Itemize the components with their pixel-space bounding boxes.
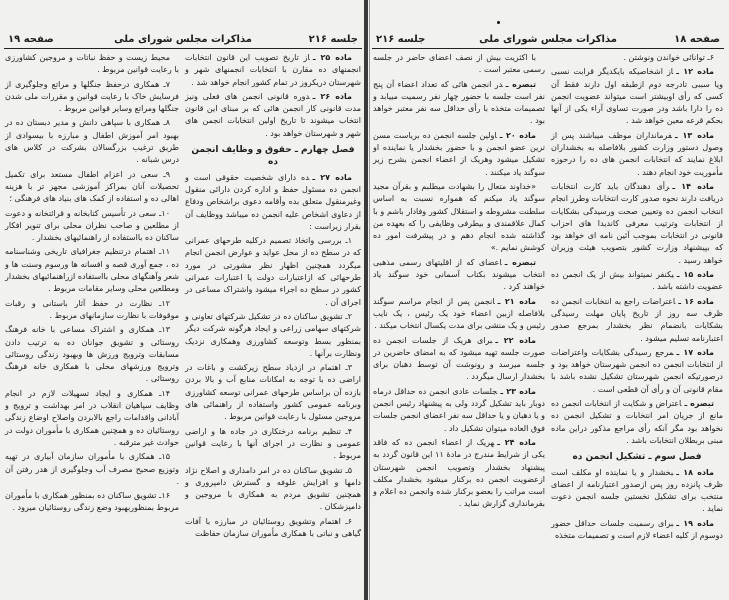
article-paragraph bbox=[551, 130, 723, 179]
article-text: از اشخاصیکه بایکدیگر قرابت نسبی ویا سببی تادرجه دوم ازطبقه اول دارند فقط آن کسی که رأی اوبیشتر است میتواند عضویت انجمن ده را دارا باشد ودر صورت تساوی آراء یکی از آنها بحکم قرعه معین خواهد شد . bbox=[551, 67, 723, 126]
article-text: هریک از اعضاء انجمن ده که فاقد یکی از شرایط مندرج در مادهٔ ۱۱ این قانون گردد به پیشنهاد بخشدار وتصویب انجمن شهرستان ازعضویت انجمن ده برکنار میشود بخشدار مکلف است مراتب را بعضو برکنار شده وانجمن ده اعلام و بفرمانداری گزارش نماید . bbox=[373, 437, 545, 509]
article-text: ۶ـ توانائی خواندن ونوشتن . bbox=[623, 53, 714, 62]
article-number: ماده ۲۶ ـ bbox=[312, 91, 352, 101]
text-column-right bbox=[551, 52, 723, 544]
article-text: ۷ـ همکاری درحفظ جنگلها و مراتع وجلوگیری از فرسایش خاک با رعایت قوانین و مقررات ملی شدن جنگلها ومراتع وسایر قوانین مربوط . bbox=[5, 79, 179, 114]
article-paragraph bbox=[5, 298, 179, 323]
article-paragraph bbox=[5, 208, 179, 245]
article-paragraph bbox=[373, 335, 545, 384]
article-text: ۱۱ـ اهتمام درتنظیم جغرافیای تاریخی وشناسنامه ده ، جمع آوری قصه و افسانه ها ورسوم وسنت ها و شعر وآهنگهای محلی بااستفاده ازراهنمائیهای بخشدار ومطلعین محلی وسایر مقامات مربوط . bbox=[5, 247, 179, 294]
article-paragraph bbox=[185, 235, 361, 309]
article-paragraph bbox=[5, 451, 179, 488]
article-text: ۹ـ سعی در اعزام اطفال مستعد برای تکمیل تحصیلات آنان بمراکز آموزشی مجهز تر با هزینه اهالی ده و استفاده از کمک های بنیاد های فرهنگی ؛ bbox=[5, 169, 179, 204]
article-text: جلسات عادی انجمن ده حداقل درماه دوبار باید تشکیل گردد ولی به پیشنهاد رئیس انجمن و یا دهبان و یا حداقل سه نفر اعضای انجمن جلسات فوق العاده میتوان تشکیل داد . bbox=[373, 386, 545, 433]
article-text: ۲ـ تشویق ساکنان ده در تشکیل شرکتهای تعاونی و شرکتهای سهامی زراعی و ایجاد هرگونه شرکت دیگر بمنظور بسط وتوسعه کشاورزی وهمکاری نزدیک ونظارت برآنها . bbox=[185, 311, 361, 358]
book-spine-shadow bbox=[369, 0, 370, 600]
session-number: جلسه ۲۱۶ bbox=[308, 34, 358, 45]
article-number: ماده ۱۶ ـ bbox=[678, 296, 714, 306]
article-text: ۱۴ـ همکاری و ایجاد تسهیلات لازم در انجام وظایف سپاهیان انقلاب در امر بهداشت و ترویج و آبادانی واقدامات راجع بالابردن واصلاح اوضاع زندگی روستائیان ده و همچنین همکاری با مأموران دولت در حوادث غیر مترقبه . bbox=[5, 388, 179, 447]
article-paragraph bbox=[551, 269, 723, 294]
article-paragraph bbox=[5, 169, 179, 206]
page-header bbox=[372, 34, 724, 49]
article-text: با اکثریت بیش از نصف اعضای حاضر در جلسه رسمی معتبر است . bbox=[373, 53, 545, 75]
article-number: ماده ۲۱ ـ bbox=[497, 296, 536, 306]
article-paragraph bbox=[551, 181, 723, 267]
article-paragraph bbox=[373, 386, 545, 435]
article-paragraph bbox=[551, 518, 723, 543]
article-paragraph bbox=[373, 181, 545, 255]
article-paragraph bbox=[551, 467, 723, 516]
article-paragraph bbox=[5, 117, 179, 166]
article-paragraph bbox=[551, 296, 723, 345]
article-paragraph bbox=[185, 362, 361, 423]
article-paragraph bbox=[185, 91, 361, 140]
article-text: بخشدار و یا نماینده او مکلف است ظرف پانزده روز پس ازصدور اعتبارنامه از اعضای منتخب برای تشکیل نخستین جلسه انجمن دعوت نماید . bbox=[551, 467, 723, 514]
article-text: از تاریخ تصویب این قانون انتخابات انجمنهای ده مقارن با انتخابات انجمنهای شهر و شهرستان دریکروز در تمام کشور انجام خواهد شد . bbox=[185, 53, 361, 87]
article-paragraph bbox=[5, 246, 179, 295]
article-paragraph bbox=[551, 52, 723, 64]
session-number: جلسه ۲۱۶ bbox=[376, 34, 426, 45]
scan-speck bbox=[497, 21, 500, 24]
article-paragraph bbox=[5, 388, 179, 449]
article-paragraph bbox=[185, 465, 361, 514]
article-paragraph bbox=[373, 296, 545, 333]
article-paragraph bbox=[551, 347, 723, 396]
article-paragraph bbox=[5, 324, 179, 385]
article-number: ماده ۱۴ ـ bbox=[672, 181, 714, 191]
article-paragraph bbox=[373, 437, 545, 511]
article-text: اعتراضات راجع به انتخابات انجمن ده ظرف سه روز از تاریخ پایان مهلت رسیدگی بشکایات بانضمام نظر بخشدار بمرجع صدور اعتبارنامه تسلیم میشود . bbox=[551, 296, 723, 343]
article-text: انجمن پس از انجام مراسم سوگند بلافاصله ازبین اعضاء خود یک رئیس ، یک نایب رئیس و یک منشی برای مدت یکسال انتخاب میکند . bbox=[373, 296, 545, 331]
article-number: تبصره ـ bbox=[684, 399, 714, 409]
article-number: ماده ۱۹ ـ bbox=[676, 518, 714, 528]
article-number: ماده ۱۲ ـ bbox=[676, 67, 714, 77]
text-column-left bbox=[5, 52, 179, 517]
article-text: «خداوند متعال را بشهادت میطلبم و بقرآن مجید سوگند یاد میکنم که همواره نسبت به اساس سلطنت مشروطه و استقلال کشور وفادار باشم و با کمال علاقمندی و بیطرفی وظایفی را که بعهده من گذاشته شده انجام دهم و در پیشرفت امور ده کوشش نمایم .» bbox=[373, 181, 545, 253]
article-number: ماده ۲۵ ـ bbox=[312, 53, 352, 62]
article-paragraph bbox=[373, 79, 545, 128]
article-number: ماده ۲۷ ـ bbox=[312, 172, 352, 182]
article-paragraph bbox=[185, 52, 361, 89]
article-text: ۱ـ بررسی واتخاذ تصمیم درکلیه طرحهای عمرانی که در سطح ده از محل عواید و عوارض انجمن انجام میگردد همچنین اظهار نظر مشورتی در مورد طرحهائی که ازاعتبارات دولت یا اعتبارات عمرانی کشور در سطح ده اجراء میشود واشتراک مساعی در اجرای آن . bbox=[185, 236, 361, 307]
text-column-left bbox=[373, 52, 545, 513]
article-text: محیط زیست و حفظ نباتات و مروجین کشاورزی با رعایت قوانین مربوط . bbox=[5, 53, 179, 75]
article-text: ۱۶ـ تشویق ساکنان ده بمنظور همکاری با مأموران مربوط بمنظوربهبود وضع زندگی روستائیان میرود . bbox=[5, 491, 179, 513]
article-text: ۱۲ـ نظارت در حفظ آثار باستانی و رقبات موقوفات با نظارت سازمانهای مربوط . bbox=[5, 298, 179, 320]
article-paragraph bbox=[185, 311, 361, 360]
article-paragraph bbox=[551, 66, 723, 127]
page-number: صفحه ۱۹ bbox=[8, 34, 54, 45]
article-number: تبصره ـ bbox=[505, 79, 537, 89]
article-text: ۴ـ تنظیم برنامه درختکاری در جاده ها و اراضی عمومی و نظارت در اجرای آنها با رعایت قوانین مربوط . bbox=[185, 426, 361, 461]
article-text: یکنفر نمیتواند بیش از یک انجمن ده عضویت داشته باشد . bbox=[551, 270, 723, 292]
article-text: برای هریک از جلسات انجمن ده صورت جلسه تهیه میشود که به امضای حاضرین در جلسه میرسد و رونوشت آن توسط دهبان برای بخشدار ارسال میگردد . bbox=[373, 335, 545, 382]
article-number: ماده ۱۵ ـ bbox=[676, 270, 714, 280]
article-text: مرجع رسیدگی بشکایات واعتراضات از انتخابات انجمن ده انجمن شهرستان خواهد بود و درصورتیکه انجمن شهرستان تشکیل نشده باشد با مقام قانونی آن و رأی آن قطعی است . bbox=[551, 347, 723, 394]
text-column-right bbox=[185, 52, 361, 542]
article-text: دوره قانونی انجمن های فعلی ونیز مدت قانونی کار انجمن هائی که بر مبنای این قانون انتخاب میشوند تا تاریخ اولین انتخابات انجمن های شهر و شهرستان خواهد بود . bbox=[185, 91, 361, 138]
article-paragraph bbox=[185, 172, 361, 233]
page-header bbox=[4, 34, 362, 49]
article-number: ماده ۱۷ ـ bbox=[676, 347, 714, 357]
article-number: ماده ۱۸ ـ bbox=[676, 467, 714, 477]
article-paragraph bbox=[5, 79, 179, 116]
chapter-heading: فصل چهارم ـ حقوق و وظایف انجمن ده bbox=[191, 145, 355, 168]
chapter-heading: فصل سوم ـ تشکیل انجمن ده bbox=[572, 452, 702, 463]
article-number: تبصره ـ bbox=[504, 257, 536, 267]
article-paragraph bbox=[551, 398, 723, 447]
article-text: ۱۰ـ سعی در تأسیس کتابخانه و قرائتخانه و دعوت از مطلعین و صاحب نظران محلی برای تنویر افکار ساکنان ده بااستفاده از راهنمائیهای بخشدار . bbox=[5, 208, 179, 243]
running-title: مذاکرات مجلس شورای ملی bbox=[114, 34, 252, 45]
article-paragraph bbox=[185, 516, 361, 541]
article-text: ۸ـ همکاری با سپاهی دانش و مدیر دبستان ده در بهبود امر آموزش اطفال و مبارزه با بیسوادی از طریق ترغیب بزرگسالان بشرکت در کلاس های درس شبانه . bbox=[5, 118, 179, 165]
article-number: ماده ۲۴ ـ bbox=[497, 437, 536, 447]
page-number: صفحه ۱۸ bbox=[674, 34, 720, 45]
article-paragraph bbox=[373, 52, 545, 77]
article-number: ماده ۲۰ ـ bbox=[499, 130, 537, 140]
article-text: ۱۳ـ همکاری و اشتراک مساعی با خانه فرهنگ روستائی و تشویق جوانان ده به ترتیب دادن مسابقات وترویج ورزش ها وبهبود زندگی روستائی وترویج ورزشهای محلی با همکاری خانه فرهنگ روستائی . bbox=[5, 325, 179, 384]
article-text: ده دارای شخصیت حقوقی است و انجمن ده مسئول حفظ و اداره کردن دارائی منقول وغیرمنقول متعلق بده وأقامه دعوی براشخاص ودفاع از دعاوی اشخاص علیه انجمن ده میباشد ووظایف آن بقرار زیراست : bbox=[185, 172, 361, 231]
article-text: ۳ـ اهتمام در ازدیاد سطح زیرکشت و باغات در اراضی ده با توجه به امکانات منابع آب و بالا بردن بازده آن براساس طرحهای عمرانی توسعه کشاورزی وبرنامه عمومی کشور واستفاده از راهنمائی های مروجین مسئول با رعایت قوانین مربوط . bbox=[185, 363, 361, 422]
article-text: اولین جلسه انجمن ده بریاست مسن ترین عضو انجمن و با حضور بخشدار یا نماینده او تشکیل میشود وهریک از اعضاء انجمن بشرح زیر سوگند یاد میکنند . bbox=[373, 130, 545, 177]
article-text: رأی دهندگان باید کارت انتخابات دریافت دارند نحوه صدور کارت انتخابات وطرز انجام انتخاب انجمن ده وتعیین صحت ورسیدگی بشکایات از انتخابات وترتیب معرفی کاندیدا های احزاب قانونی در انتخابات بموجب آئین نامه ای خواهد بود که بپیشنهاد وزارت کشور بتصویب هیئت وزیران خواهد رسید . bbox=[551, 181, 723, 265]
article-paragraph bbox=[185, 426, 361, 463]
running-title: مذاکرات مجلس شورای ملی bbox=[479, 34, 617, 45]
article-text: برای رسمیت جلسات حداقل حضور دوسوم از کلیه اعضاء لازم است و تصمیمات متخذه bbox=[551, 518, 723, 540]
book-spine bbox=[364, 0, 368, 600]
article-number: ماده ۲۳ ـ bbox=[500, 386, 536, 396]
article-text: اعتراض و شکایت از انتخابات انجمن ده مانع از جریان امر انتخابات و تشکیل انجمن ده نخواهد بود مگر آنکه رأی مراجع مذکور دراین ماده مبنی بربطلان انتخابات باشد . bbox=[551, 399, 723, 445]
article-paragraph bbox=[373, 257, 545, 294]
article-paragraph bbox=[5, 52, 179, 77]
article-text: فرمانداران موظف میباشند پس از وصول دستور وزارت کشور بلافاصله به بخشداران ابلاغ نمایند که انتخابات انجمن های ده را درحوزه مأموریت خود انجام دهند . bbox=[551, 130, 723, 177]
article-text: ۶ـ اهتمام وتشویق روستائیان در مبارزه با آفات گیاهی و نباتی با همکاری مأموران سازمان حفاظت bbox=[185, 516, 361, 538]
article-paragraph bbox=[5, 490, 179, 515]
article-number: ماده ۱۳ ـ bbox=[674, 130, 714, 140]
article-text: ۱۵ـ همکاری با مأموران سازمان آبیاری در تهیه وتوزیع صحیح مصرف آب وجلوگیری از هدر رفتن آن . bbox=[5, 452, 179, 486]
article-number: ماده ۲۲ ـ bbox=[495, 335, 536, 345]
article-text: در انجمن هائی که تعداد اعضاء آن پنج نفر است جلسه با حضور چهار نفر رسمیت مییابد و تصمیمات متخذه با رأی حداقل سه نفر معتبر خواهد بود . bbox=[373, 79, 545, 126]
article-text: ۵ـ تشویق ساکنان ده در امر دامداری و اصلاح نژاد دامها و افزایش علوفه و گسترش دامپروری و همچنین تشویق مردم به همکاری با مروجین و دامپزشکان . bbox=[185, 465, 361, 512]
article-paragraph bbox=[373, 130, 545, 179]
article-text: اعضای که از اقلیتهای رسمی مذهبی انتخاب میشوند بکتاب آسمانی خود سوگند یاد خواهند کرد . bbox=[373, 257, 545, 292]
